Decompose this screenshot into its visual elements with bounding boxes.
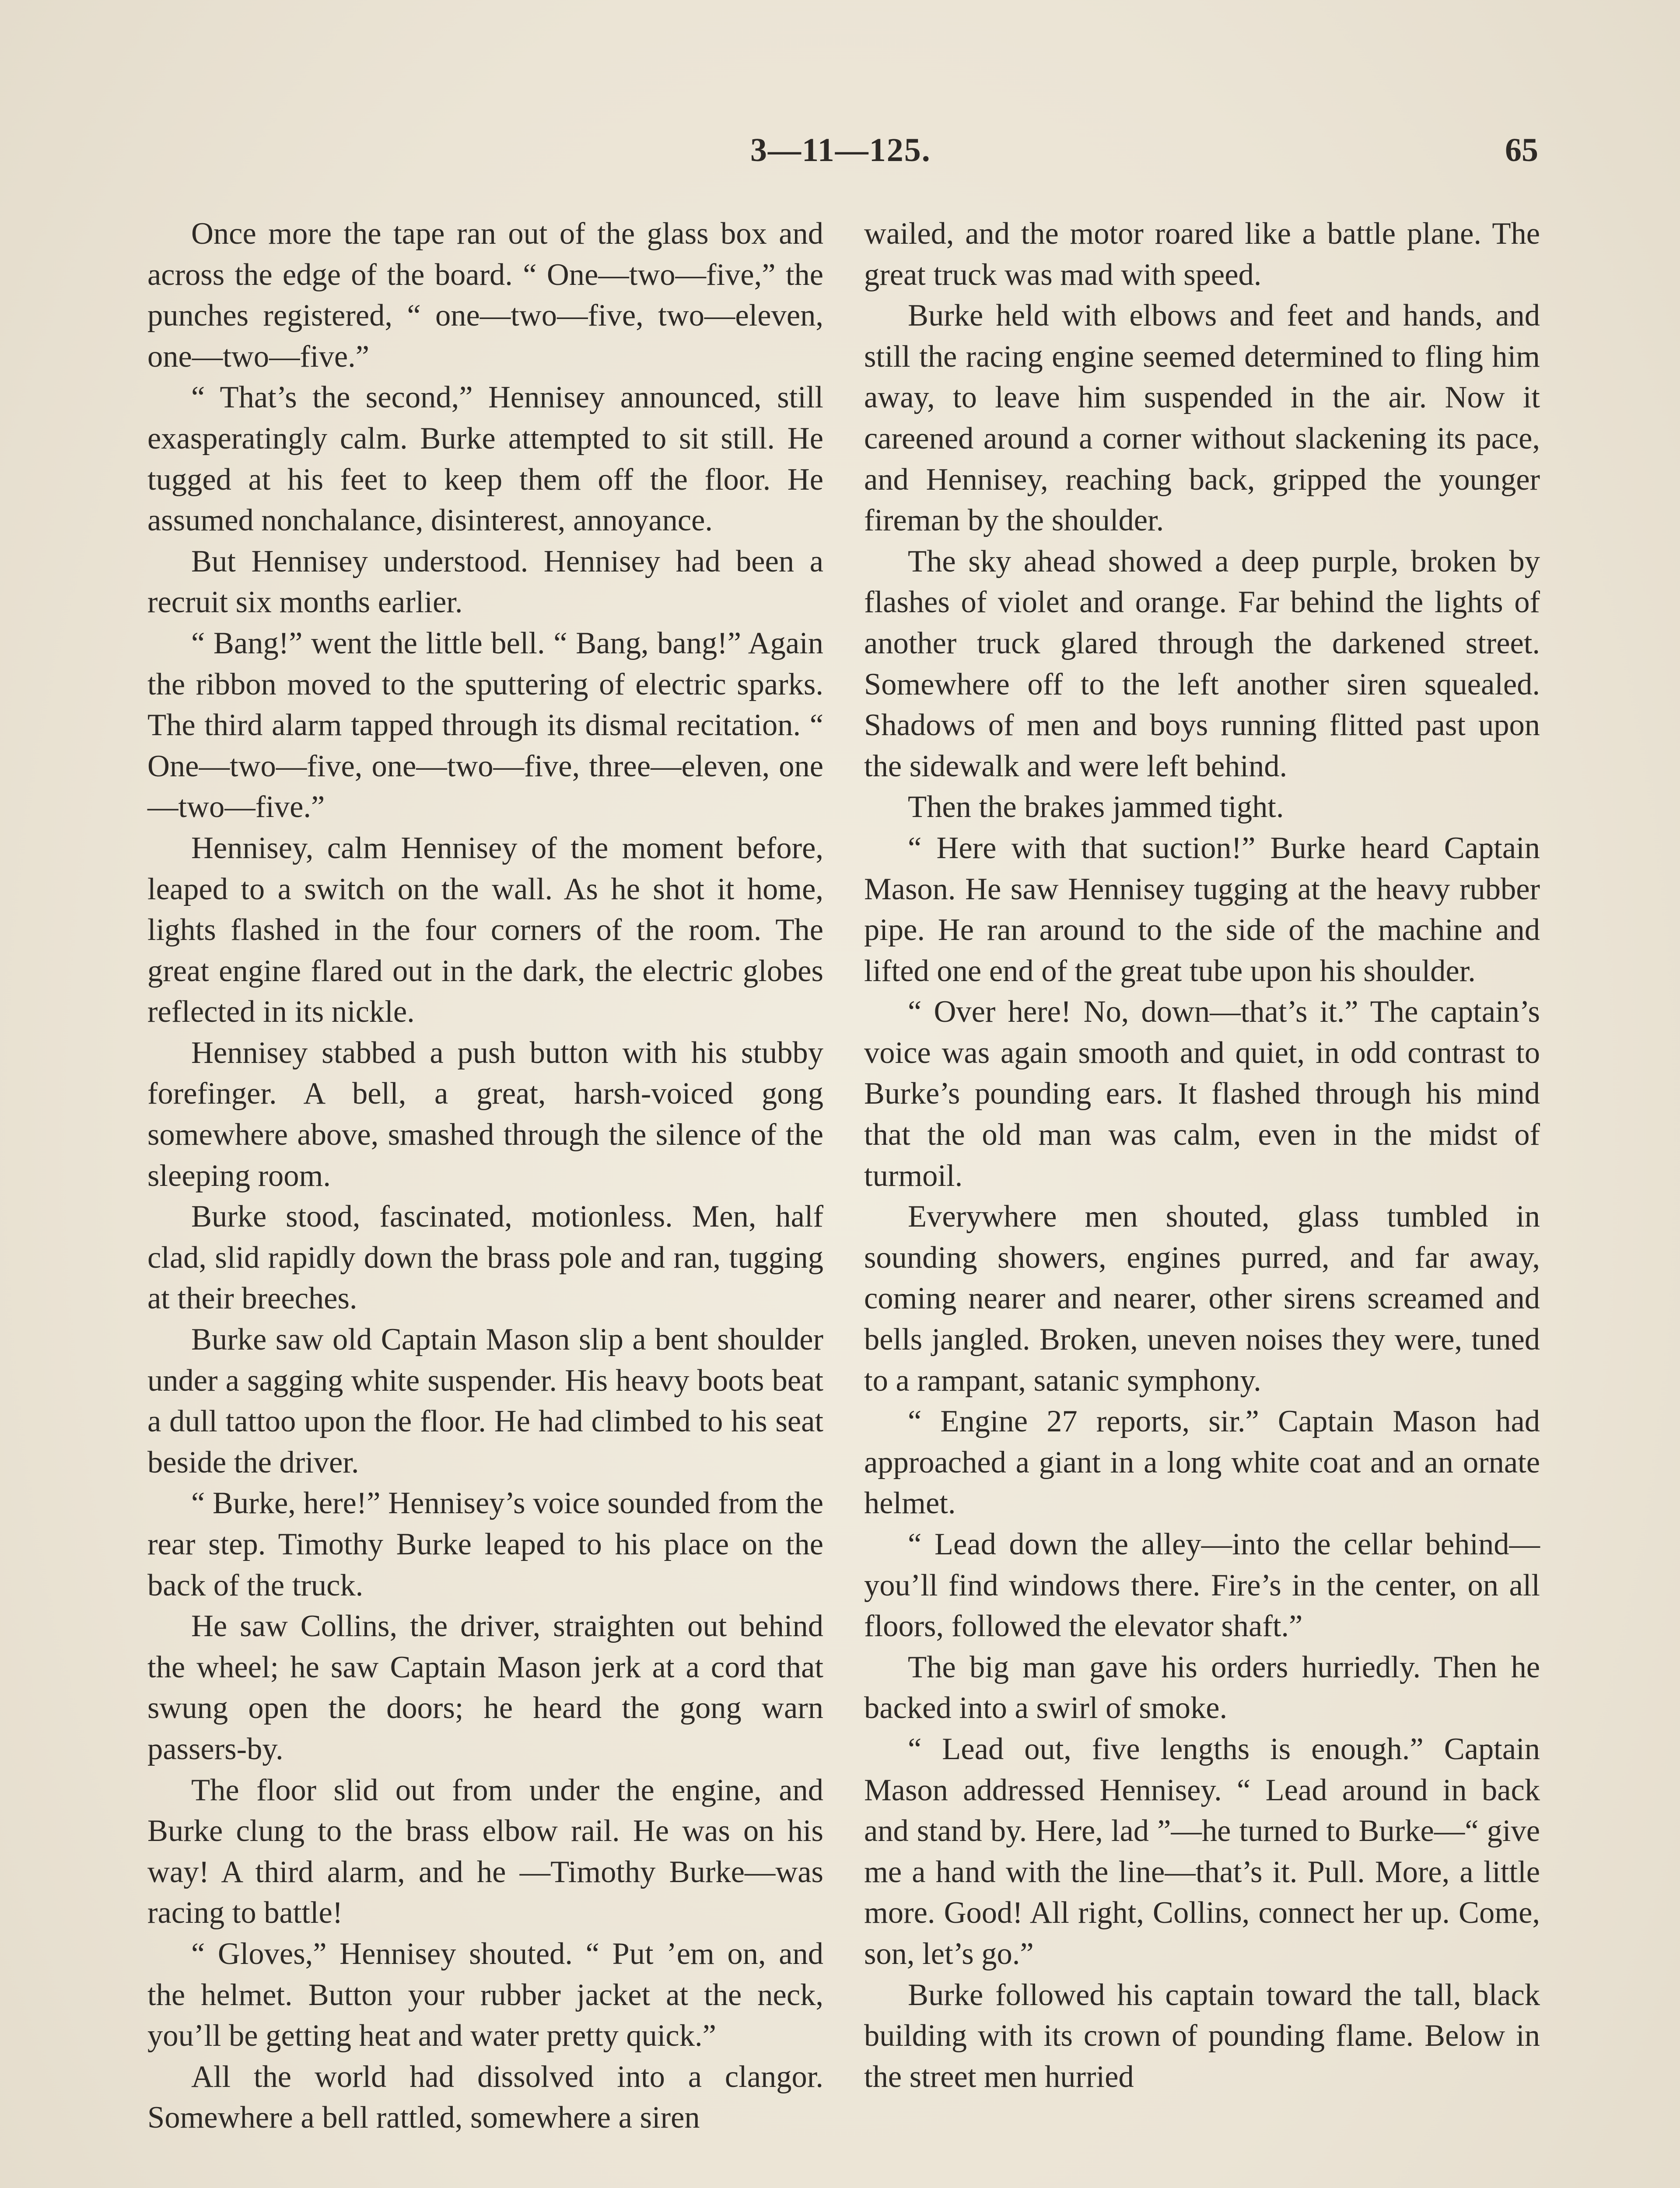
paragraph: wailed, and the motor roared like a battle plane. The great truck was mad with speed.: [864, 217, 1540, 292]
paragraph: Then the brakes jammed tight.: [908, 790, 1284, 824]
paragraph: “ That’s the second,” Hennisey announced, still exasperatingly calm. Burke attempted to sit still. He tugged at his feet to keep them off the floor. He assumed nonchalance, disinterest, annoyance.: [147, 380, 823, 538]
paragraph: “ Engine 27 reports, sir.” Captain Mason had approached a giant in a long white coat and an ornate helmet.: [864, 1404, 1540, 1521]
page-number: 65: [1505, 132, 1538, 168]
paragraph: “ Over here! No, down—that’s it.” The captain’s voice was again smooth and quiet, in odd contrast to Burke’s pounding ears. It flashed through his mind that the old man was calm, even in the midst of turmoil.: [864, 995, 1540, 1193]
story-identifier: 3—11—125.: [750, 132, 931, 168]
paragraph: The big man gave his orders hurriedly. Then he backed into a swirl of smoke.: [864, 1650, 1540, 1725]
paragraph: Burke held with elbows and feet and hands, and still the racing engine seemed determined to fling him away, to leave him suspended in the air. Now it careened around a corner without slackening its pace, and Hennisey, reaching back, gripped the younger fireman by the shoulder.: [864, 298, 1540, 538]
paragraph: Everywhere men shouted, glass tumbled in sounding showers, engines purred, and far away, coming nearer and nearer, other sirens screamed and bells jangled. Broken, uneven noises they were, tuned to a rampant, satanic symphony.: [864, 1199, 1540, 1398]
paragraph: He saw Collins, the driver, straighten out behind the wheel; he saw Captain Mason jerk at a cord that swung open the doors; he heard the gong warn passers-by.: [147, 1609, 823, 1766]
paragraph: But Hennisey understood. Hennisey had been a recruit six months earlier.: [147, 544, 823, 620]
paragraph: The floor slid out from under the engine, and Burke clung to the brass elbow rail. He was on his way! A third alarm, and he —Timothy Burke—was racing to battle!: [147, 1773, 823, 1930]
paragraph: Hennisey stabbed a push button with his stubby forefinger. A bell, a great, harsh-voiced gong somewhere above, smashed through the silence of the sleeping room.: [147, 1035, 823, 1193]
paragraph: “ Here with that suction!” Burke heard Captain Mason. He saw Hennisey tugging at the heavy rubber pipe. He ran around to the side of the machine and lifted one end of the great tube upon his shoulder.: [864, 831, 1540, 988]
paragraph: Burke followed his captain toward the tall, black building with its crown of pounding flame. Below in the street men hurried: [864, 1978, 1540, 2094]
paragraph: Hennisey, calm Hennisey of the moment before, leaped to a switch on the wall. As he shot it home, lights flashed in the four corners of the room. The great engine flared out in the dark, the electric globes reflected in its nickle.: [147, 831, 823, 1029]
paragraph: “ Gloves,” Hennisey shouted. “ Put ’em on, and the helmet. Button your rubber jacket at the neck, you’ll be getting heat and water pretty quick.”: [147, 1936, 823, 2053]
paragraph: “ Lead down the alley—into the cellar behind—you’ll find windows there. Fire’s in the center, on all floors, followed the elevator shaft.”: [864, 1527, 1540, 1644]
paragraph: Once more the tape ran out of the glass box and across the edge of the board. “ One—two—five,” the punches registered, “ one—two—five, two—eleven, one—two—five.”: [147, 217, 823, 374]
paragraph: “ Bang!” went the little bell. “ Bang, bang!” Again the ribbon moved to the sputtering of electric sparks. The third alarm tapped through its dismal recitation. “ One—two—five, one—two—five, three—eleven, one—two—five.”: [147, 626, 823, 824]
paragraph: All the world had dissolved into a clangor. Somewhere a bell rattled, somewhere a siren: [147, 2059, 823, 2135]
left-text-column: [147, 214, 823, 2139]
paragraph: The sky ahead showed a deep purple, broken by flashes of violet and orange. Far behind the lights of another truck glared through the darkened street. Somewhere off to the left another siren squealed. Shadows of men and boys running flitted past upon the sidewalk and were left behind.: [864, 544, 1540, 783]
paragraph: Burke saw old Captain Mason slip a bent shoulder under a sagging white suspender. His heavy boots beat a dull tattoo upon the floor. He had climbed to his seat beside the driver.: [147, 1322, 823, 1480]
page-header: [0, 131, 1680, 175]
paragraph: “ Lead out, five lengths is enough.” Captain Mason addressed Hennisey. “ Lead around in back and stand by. Here, lad ”—he turned to Burke—“ give me a hand with the line—that’s it. Pull. More, a little more. Good! All right, Collins, connect her up. Come, son, let’s go.”: [864, 1732, 1540, 1971]
right-text-column: [864, 214, 1540, 2097]
paragraph: “ Burke, here!” Hennisey’s voice sounded from the rear step. Timothy Burke leaped to his place on the back of the truck.: [147, 1486, 823, 1602]
paragraph: Burke stood, fascinated, motionless. Men, half clad, slid rapidly down the brass pole and ran, tugging at their breeches.: [147, 1199, 823, 1316]
